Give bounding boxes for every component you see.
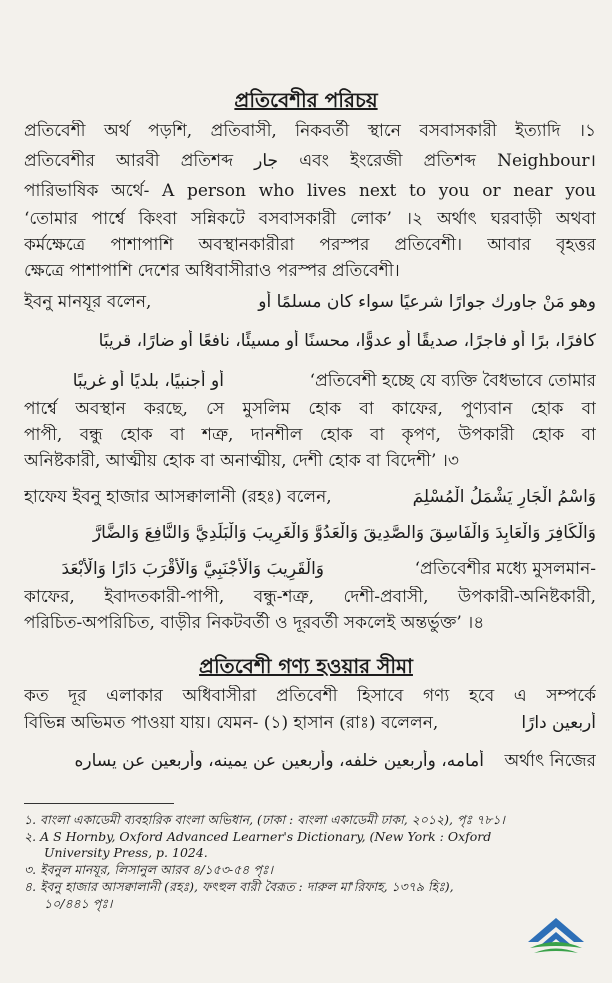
footnote-4-cont: ১০/৪৪১ পৃঃ। xyxy=(44,896,113,911)
footnote-4: ৪. ইবনু হাজার আসক্বালানী (রহঃ), ফৎহুল বারী বৈরূত : দারুল মা'রিফাহ, ১৩৭৯ হিঃ), xyxy=(24,879,454,894)
para2-line4: পার্শ্বে অবস্থান করছে, সে মুসলিম হোক বা কাফের, পুণ্যবান হোক বা xyxy=(24,399,596,419)
para4-line3-bengali: অর্থাৎ নিজের xyxy=(504,751,596,771)
para1-line4: ‘তোমার পার্শ্বে কিংবা সন্নিকটে বসবাসকারী লোক’ ।২ অর্থাৎ ঘরবাড়ী অথবা xyxy=(24,209,596,229)
para3-arabic-line2: وَالْكَافِرَ وَالْعَابِدَ وَالْفَاسِقَ وَالصَّدِيقَ وَالْعَدُوَّ وَالْغَرِيبَ وَالْبَلَدِيَّ وَالنَّافِعَ وَالضَّارَّ xyxy=(92,523,596,543)
para1-line1: প্রতিবেশী অর্থ পড়শি, প্রতিবাসী, নিকবর্তী স্থানে বসবাসকারী ইত্যাদি ।১ xyxy=(24,121,596,141)
para2-arabic-line3: أو أجنبيًا، بلديًا أو غريبًا xyxy=(72,371,224,391)
para1-line2: প্রতিবেশীর আরবী প্রতিশব্দ جار এবং ইংরেজী প্রতিশব্দ Neighbour। xyxy=(24,151,596,171)
para3-arabic-line1: وَاسْمُ الْجَارِ يَشْمَلُ الْمُسْلِمَ xyxy=(412,487,596,507)
section-heading-neighbour-definition: প্রতিবেশীর পরিচয় xyxy=(234,88,378,112)
para3-arabic-line3: وَالْقَرِيبَ وَالْأَجْنَبِيَّ وَالْأَقْرَبَ دَارًا وَالْأَبْعَدَ xyxy=(61,559,324,579)
publisher-logo-icon xyxy=(524,916,588,960)
section-heading-neighbour-limit: প্রতিবেশী গণ্য হওয়ার সীমা xyxy=(199,654,413,678)
para1-line6: ক্ষেত্রে পাশাপাশি দেশের অধিবাসীরাও পরস্পর প্রতিবেশী। xyxy=(24,261,400,281)
para3-line3-bengali: ‘প্রতিবেশীর মধ্যে মুসলমান- xyxy=(414,559,596,579)
para1-line5: কর্মক্ষেত্রে পাশাপাশি অবস্থানকারীরা পরস্পর প্রতিবেশী। আবার বৃহত্তর xyxy=(24,235,596,255)
footnote-2-cont: University Press, p. 1024. xyxy=(44,845,208,860)
para4-line2-bengali: বিভিন্ন অভিমত পাওয়া যায়। যেমন- (১) হাসান (রাঃ) বলেলন, xyxy=(24,713,439,733)
para4-line1: কত দূর এলাকার অধিবাসীরা প্রতিবেশী হিসাবে গণ্য হবে এ সম্পর্কে xyxy=(24,686,596,706)
footnote-1: ১. বাংলা একাডেমী ব্যবহারিক বাংলা অভিধান, (ঢাকা : বাংলা একাডেমী ঢাকা, ২০১২), পৃঃ ৭৮১। xyxy=(24,812,505,827)
footnote-divider xyxy=(24,803,174,804)
para4-line2-arabic: أربعين دارًا xyxy=(521,713,596,733)
para2-line3-bengali: ‘প্রতিবেশী হচ্ছে যে ব্যক্তি বৈধভাবে তোমার xyxy=(309,371,596,391)
para3-line4: কাফের, ইবাদতকারী-পাপী, বন্ধু-শত্রু, দেশী-প্রবাসী, উপকারী-অনিষ্টকারী, xyxy=(24,587,596,607)
para2-line5: পাপী, বন্ধু হোক বা শত্রু, দানশীল হোক বা কৃপণ, উপকারী হোক বা xyxy=(24,425,596,445)
para1-line3: পারিভাষিক অর্থে- A person who lives next to you or near you xyxy=(24,181,596,201)
para3-line5: পরিচিত-অপরিচিত, বাড়ীর নিকটবর্তী ও দূরবর্তী সকলেই অন্তর্ভুক্ত’ ।৪ xyxy=(24,613,485,633)
para2-arabic-line2: كافرًا، برًا أو فاجرًا، صديقًا أو عدوًّا، محسنًا أو مسيئًا، نافعًا أو ضارًا، قريبًا xyxy=(98,331,596,351)
footnote-3: ৩. ইবনুল মানযূর, লিসানুল আরব ৪/১৫৩-৫৪ পৃঃ। xyxy=(24,862,273,877)
para2-arabic-line1: وهو مَنْ جاورك جوارًا شرعيًا سواء كان مسلمًا أو xyxy=(258,292,596,312)
para2-line6: অনিষ্টকারী, আত্মীয় হোক বা অনাত্মীয়, দেশী হোক বা বিদেশী’ ।৩ xyxy=(24,451,459,471)
para3-intro: হাফেয ইবনু হাজার আসক্বালানী (রহঃ) বলেন, xyxy=(24,487,332,507)
para2-intro: ইবনু মানযূর বলেন, xyxy=(24,292,152,312)
para4-line3-arabic: أمامه، وأربعين خلفه، وأربعين عن يمينه، وأربعين عن يساره xyxy=(74,751,484,771)
footnote-2: ২. A S Hornby, Oxford Advanced Learner's Dictionary, (New York : Oxford xyxy=(24,829,492,844)
